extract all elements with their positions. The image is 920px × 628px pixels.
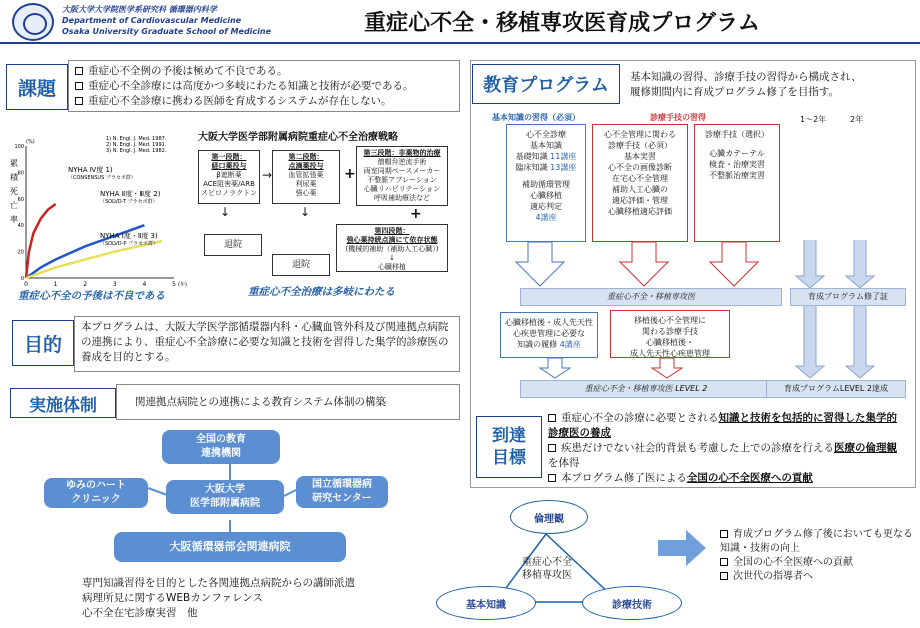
discharge-box-2: 退院 [272,254,330,276]
checkbox-icon [548,414,556,422]
strategy-stage2: 第二段階： 点滴薬投与 血管拡張薬 利尿薬 強心薬 [272,150,340,204]
goal-item: 疾患だけでない社会的背景も考慮した上での診療を行える医療の倫理観を体得 [548,442,897,469]
reference-note: 1) N. Engl. J. Med. 1987. [106,136,167,142]
purpose-text: 本プログラムは、大阪大学医学部循環器内科・心臓血管外科及び関連拠点病院の連携により、重症心不全診療に必要な知識と技術を習得した集学的診療医の養成を目的とする。 [74,316,460,372]
issue-item: 重症心不全例の予後は極めて不良である。 [75,64,453,79]
program-title: 教育プログラム [472,64,620,104]
strategy-stage4: 第四段階： 強心薬持続点滴にて依存状態 (機械的補助（補助人工心臓）) ↓ 心臓移植 [336,224,448,272]
y-tick-label: 20 [17,249,24,256]
arrow-right-icon [656,528,708,568]
skill-optional-box: 診療手技（選択） 心臓カテーテル 検査・治療実習 不整脈治療実習 [694,124,780,242]
series-label: NYHA Ⅱ度・Ⅲ度 2) [100,190,161,198]
dept-line-jp: 大阪大学大学院医学系研究科 循環器内科学 [62,5,217,14]
checkbox-icon [720,558,728,566]
outcome-item: 全国の心不全医療への貢献 [720,556,916,570]
y-tick-label: 80 [17,170,24,177]
triangle-center-label: 重症心不全 移植専攻医 [522,557,572,581]
checkbox-icon [548,474,556,482]
checkbox-icon [75,82,83,90]
series-sublabel: （CONSENSUS プラセボ群） [68,175,136,181]
strategy-title: 大阪大学医学部附属病院重症心不全治療戦略 [198,132,398,143]
issue-item: 重症心不全診療には高度かつ多岐にわたる知識と技術が必要である。 [75,79,453,94]
node-yumino-clinic: ゆみのハート クリニック [44,478,148,508]
program-description: 基本知識の習得、診療手技の習得から構成され、 履修期間内に育成プログラム修了を目指す。 [630,71,862,98]
mortality-chart [4,118,194,293]
mortality-chart-svg [4,118,194,293]
x-tick-label: 1 [53,281,58,288]
y-unit-label: (%) [26,139,35,145]
strategy-caption: 重症心不全治療は多岐にわたる [248,286,395,298]
advanced-skill-box: 移植後心不全管理に 関わる診療手技 心臓移植後・ 成人先天性心疾患管理 [610,310,730,358]
node-national-partners: 全国の教育 連携機関 [162,430,280,464]
dept-line-en: Department of Cardiovascular Medicine [62,16,242,25]
reference-note: 3) N. Engl. J. Med. 1982. [106,148,167,154]
year-label-1: 1〜2年 [800,115,827,124]
y-tick-label: 60 [17,196,24,203]
y-axis-label-char: 積 [10,173,18,182]
band-level2-complete: 育成プログラムLEVEL 2達成 [766,380,906,398]
band-certificate: 育成プログラム修了証 [790,288,906,306]
page-title: 重症心不全・移植専攻医育成プログラム [364,11,760,36]
y-tick-label: 40 [17,223,24,230]
strategy-stage3: 第三段階：非薬物的治療 僧帽弁逆流手術 両室同期ペースメーカー 不整脈アブレーション 心臓リハビリテーション 呼吸補助療法など [356,146,448,206]
year-label-2: 2年 [850,115,864,124]
x-tick-label: 5 [172,281,176,288]
series-sublabel: （SOLVD-T プラセボ群） [100,199,158,205]
x-tick-label: 3 [112,281,117,288]
arrow-right-icon: → [262,168,273,182]
system-note: 病理所見に関するWEBカンファレンス [82,592,263,604]
plus-sign: + [344,166,356,182]
goal-item: 重症心不全の診療に必要とされる知識と技術を包括的に習得した集学的診療医の養成 [548,412,897,439]
outcomes-list [720,528,916,584]
checkbox-icon [548,444,556,452]
checkbox-icon [75,97,83,105]
x-tick-label: 4 [142,281,147,288]
x-unit-label: (年) [178,282,187,288]
checkbox-icon [720,572,728,580]
knowledge-box: 心不全診療 基本知識 基礎知識 11講座 臨床知識 13講座 補助循環管理 心臓移植 適応判定 4講座 [506,124,586,242]
series-label: NYHA Ⅳ度 1) [68,166,113,174]
outcome-item: 次世代の指導者へ [720,570,916,584]
goals-title: 到達 目標 [476,416,542,478]
y-axis-label-char: 死 [10,187,18,196]
series-label: NYHA Ⅰ度・Ⅱ度 3) [100,232,158,240]
purpose-title: 目的 [12,320,74,366]
y-tick-label: 100 [14,144,24,150]
ellipse-ethics: 倫理観 [510,500,588,534]
ellipse-clinical-skill: 診療技術 [582,586,682,620]
reference-note: 2) N. Engl. J. Med. 1991. [106,142,167,148]
ellipse-basic-knowledge: 基本知識 [436,586,536,620]
series-sublabel: （SOLVD-P プラセボ群） [100,241,159,247]
system-title: 実施体制 [10,388,116,418]
discharge-box-1: 退院 [204,234,262,256]
x-tick-label: 2 [83,281,88,288]
y-tick-label: 0 [20,276,24,282]
system-note: 心不全在宅診療実習 他 [82,607,198,619]
node-osaka-cardio-hospitals: 大阪循環器部会関連病院 [114,532,346,562]
university-logo [12,3,54,41]
knowledge-header: 基本知識の習得（必須） [492,113,580,122]
strategy-stage1: 第一段階： 経口薬投与 β遮断薬 ACE阻害薬/ARB スピロノラクトン [198,150,260,204]
header-divider [0,42,920,44]
band-specialist: 重症心不全・移植専攻医 [520,288,782,306]
outcome-item: 育成プログラム修了後においても更なる知識・技術の向上 [720,529,913,554]
node-osaka-univ-hospital: 大阪大学 医学部附属病院 [166,480,284,514]
y-axis-label-char: 亡 [10,201,18,210]
goal-item: 本プログラム修了医による全国の心不全医療への貢献 [548,471,904,486]
skill-required-box: 心不全管理に関わる 診療手技（必須） 基本実習 心不全の画像診断 在宅心不全管理 補助人工心臓の 適応評価・管理 心臓移植適応評価 [592,124,688,242]
system-text: 関連拠点病院との連携による教育システム体制の構築 [116,384,460,420]
plus-sign-2: + [410,206,422,222]
issues-title: 課題 [6,64,68,110]
advanced-knowledge-box: 心臓移植後・成人先天性 心疾患管理に必要な 知識の履修 4講座 [500,312,598,358]
band-level2: 重症心不全・移植専攻医 LEVEL 2 [520,380,772,398]
system-note: 専門知識習得を目的とした各関連拠点病院からの講師派遣 [82,577,355,589]
y-axis-label-char: 累 [10,159,18,168]
x-tick-label: 0 [24,281,28,288]
arrow-down-icon: ↓ [300,205,311,219]
arrow-down-icon: ↓ [220,205,231,219]
issue-item: 重症心不全診療に携わる医師を育成するシステムが存在しない。 [75,94,453,109]
y-axis-label-char: 率 [10,215,18,224]
node-ncvc: 国立循環器病 研究センター [296,476,388,508]
goals-list [542,408,910,482]
checkbox-icon [720,530,728,538]
prognosis-caption: 重症心不全の予後は不良である [18,290,165,302]
skill-header: 診療手技の習得 [650,113,706,122]
system-notes [82,576,355,621]
checkbox-icon [75,67,83,75]
dept-line-school: Osaka University Graduate School of Medicine [62,27,272,36]
issues-list [68,60,460,112]
